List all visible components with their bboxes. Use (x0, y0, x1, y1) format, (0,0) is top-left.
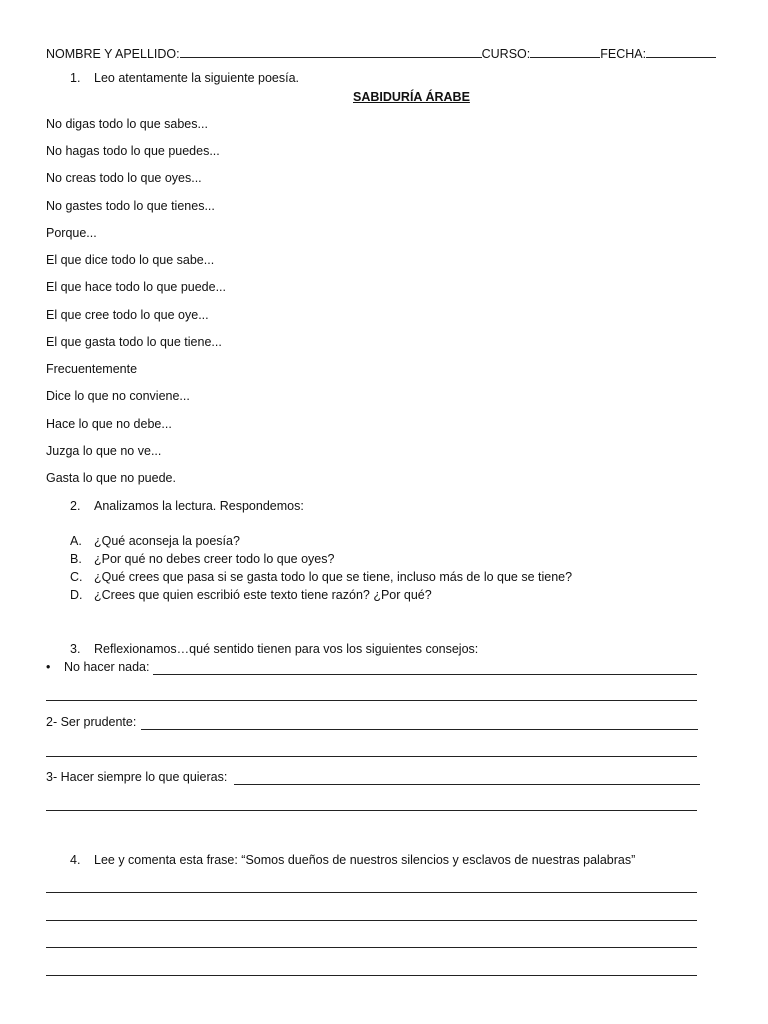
advice-2-label: 2- Ser prudente: (46, 715, 137, 729)
poem-line: El que gasta todo lo que tiene... (46, 335, 222, 349)
poem-line: El que hace todo lo que puede... (46, 280, 227, 294)
name-field[interactable] (180, 45, 482, 58)
q4-answer-line[interactable] (46, 947, 697, 948)
course-field[interactable] (530, 45, 600, 58)
poem-line: El que cree todo lo que oye... (46, 308, 209, 322)
bullet-icon: • (46, 660, 51, 674)
q2-item-b (70, 552, 334, 566)
q2-item-d (70, 588, 432, 602)
q3-number: 3. (70, 642, 81, 656)
q4-answer-line[interactable] (46, 975, 697, 976)
poem-line: Juzga lo que no ve... (46, 444, 162, 458)
advice-1-answer-line[interactable] (46, 700, 697, 701)
q1-text: Leo atentamente la siguiente poesía. (94, 71, 300, 85)
item-letter: B. (70, 552, 82, 566)
advice-1-label: No hacer nada: (64, 660, 150, 674)
q4-number: 4. (70, 853, 81, 867)
poem-line: No gastes todo lo que tienes... (46, 199, 215, 213)
item-text: ¿Qué crees que pasa si se gasta todo lo que se tiene, incluso más de lo que se tiene? (94, 570, 573, 584)
q4-answer-line[interactable] (46, 920, 697, 921)
date-label: FECHA: (600, 47, 647, 61)
poem-line: No hagas todo lo que puedes... (46, 144, 220, 158)
item-text: ¿Qué aconseja la poesía? (94, 534, 240, 548)
poem-line: No digas todo lo que sabes... (46, 117, 208, 131)
advice-2-answer-line[interactable] (46, 756, 697, 757)
date-field[interactable] (646, 45, 716, 58)
q3-text: Reflexionamos…qué sentido tienen para vos los siguientes consejos: (94, 642, 479, 656)
q2-instruction (70, 499, 304, 513)
course-label: CURSO: (481, 47, 531, 61)
poem-line: Gasta lo que no puede. (46, 471, 176, 485)
item-text: ¿Crees que quien escribió este texto tiene razón? ¿Por qué? (94, 588, 432, 602)
advice-3-answer-line[interactable] (234, 784, 700, 785)
poem-line: Porque... (46, 226, 97, 240)
q2-number: 2. (70, 499, 81, 513)
q2-item-c (70, 570, 572, 584)
poem-line: El que dice todo lo que sabe... (46, 253, 215, 267)
q4-answer-line[interactable] (46, 892, 697, 893)
advice-1-answer-line[interactable] (153, 674, 697, 675)
item-text: ¿Por qué no debes creer todo lo que oyes? (94, 552, 335, 566)
advice-3-label: 3- Hacer siempre lo que quieras: (46, 770, 228, 784)
poem-line: Dice lo que no conviene... (46, 389, 190, 403)
header-row (46, 45, 716, 61)
poem-line: Hace lo que no debe... (46, 417, 172, 431)
poem-line: Frecuentemente (46, 362, 138, 376)
item-letter: A. (70, 534, 82, 548)
item-letter: D. (70, 588, 83, 602)
q1-instruction (70, 71, 299, 85)
q2-item-a (70, 534, 240, 548)
name-label: NOMBRE Y APELLIDO: (46, 47, 180, 61)
q1-number: 1. (70, 71, 81, 85)
advice-3-answer-line[interactable] (46, 810, 697, 811)
poem-line: No creas todo lo que oyes... (46, 171, 202, 185)
q4-instruction (70, 853, 635, 867)
q2-text: Analizamos la lectura. Respondemos: (94, 499, 304, 513)
item-letter: C. (70, 570, 83, 584)
q3-instruction (70, 642, 478, 656)
q4-text: Lee y comenta esta frase: “Somos dueños de nuestros silencios y esclavos de nuestras palabras” (94, 853, 636, 867)
advice-2-answer-line[interactable] (141, 729, 698, 730)
poem-title: SABIDURÍA ÁRABE (353, 90, 470, 104)
advice-1-row (46, 660, 149, 674)
